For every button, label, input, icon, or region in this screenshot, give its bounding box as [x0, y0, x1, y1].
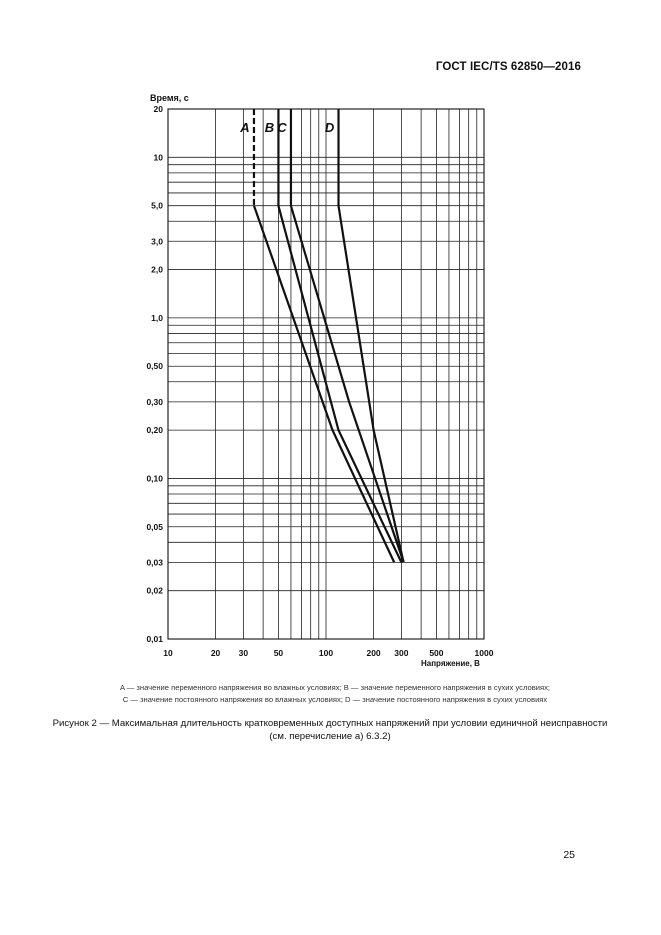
series-label-b: B — [264, 120, 275, 135]
y-tick-label: 2,0 — [151, 264, 163, 275]
series-line-b — [278, 206, 401, 563]
y-tick-label: 3,0 — [151, 236, 163, 247]
x-tick-labels — [163, 648, 493, 658]
y-tick-label: 0,02 — [146, 585, 163, 596]
y-axis-label: Время, с — [150, 93, 189, 103]
series-label-c: C — [277, 120, 287, 135]
y-tick-label: 10 — [153, 152, 163, 163]
x-tick-label: 1000 — [474, 648, 494, 658]
y-tick-label: 0,05 — [146, 521, 163, 532]
legend-line-2: C — значение постоянного напряжения во влажных условиях; D — значение постоянного напряжения в сухих условиях — [122, 695, 548, 704]
y-tick-label: 0,03 — [146, 557, 163, 568]
legend-line-1: A — значение переменного напряжения во влажных условиях; B — значение переменного напряжения в сухих условиях; — [119, 683, 551, 692]
y-tick-label: 20 — [153, 104, 163, 114]
series-line-d — [339, 206, 404, 563]
x-tick-label: 500 — [429, 648, 444, 658]
chart-grid — [168, 109, 484, 639]
series-label-d: D — [324, 120, 335, 135]
y-tick-label: 0,10 — [146, 473, 163, 484]
y-tick-label: 1,0 — [151, 312, 163, 323]
x-tick-label: 200 — [366, 648, 381, 658]
figure-caption: Рисунок 2 — Максимальная длительность кратковременных доступных напряжений при условии единичной неисправности (см. перечисление а) 6.3.2) — [52, 718, 608, 742]
y-tick-label: 0,50 — [146, 361, 163, 372]
x-axis-label: Напряжение, В — [421, 659, 480, 668]
y-tick-label: 0,30 — [146, 396, 163, 407]
x-tick-label: 10 — [163, 648, 173, 658]
x-tick-label: 20 — [210, 648, 221, 658]
y-tick-label: 5,0 — [151, 200, 163, 211]
page-number: 25 — [563, 849, 575, 861]
document-code: ГОСТ IEC/TS 62850—2016 — [435, 61, 581, 73]
x-tick-label: 300 — [394, 648, 409, 658]
x-tick-label: 100 — [318, 648, 334, 658]
y-tick-labels — [146, 104, 163, 644]
y-tick-label: 0,20 — [146, 425, 163, 436]
y-tick-label: 0,01 — [146, 634, 163, 644]
x-tick-label: 50 — [273, 648, 284, 658]
series-label-a: A — [240, 120, 250, 135]
x-tick-label: 30 — [238, 648, 249, 658]
